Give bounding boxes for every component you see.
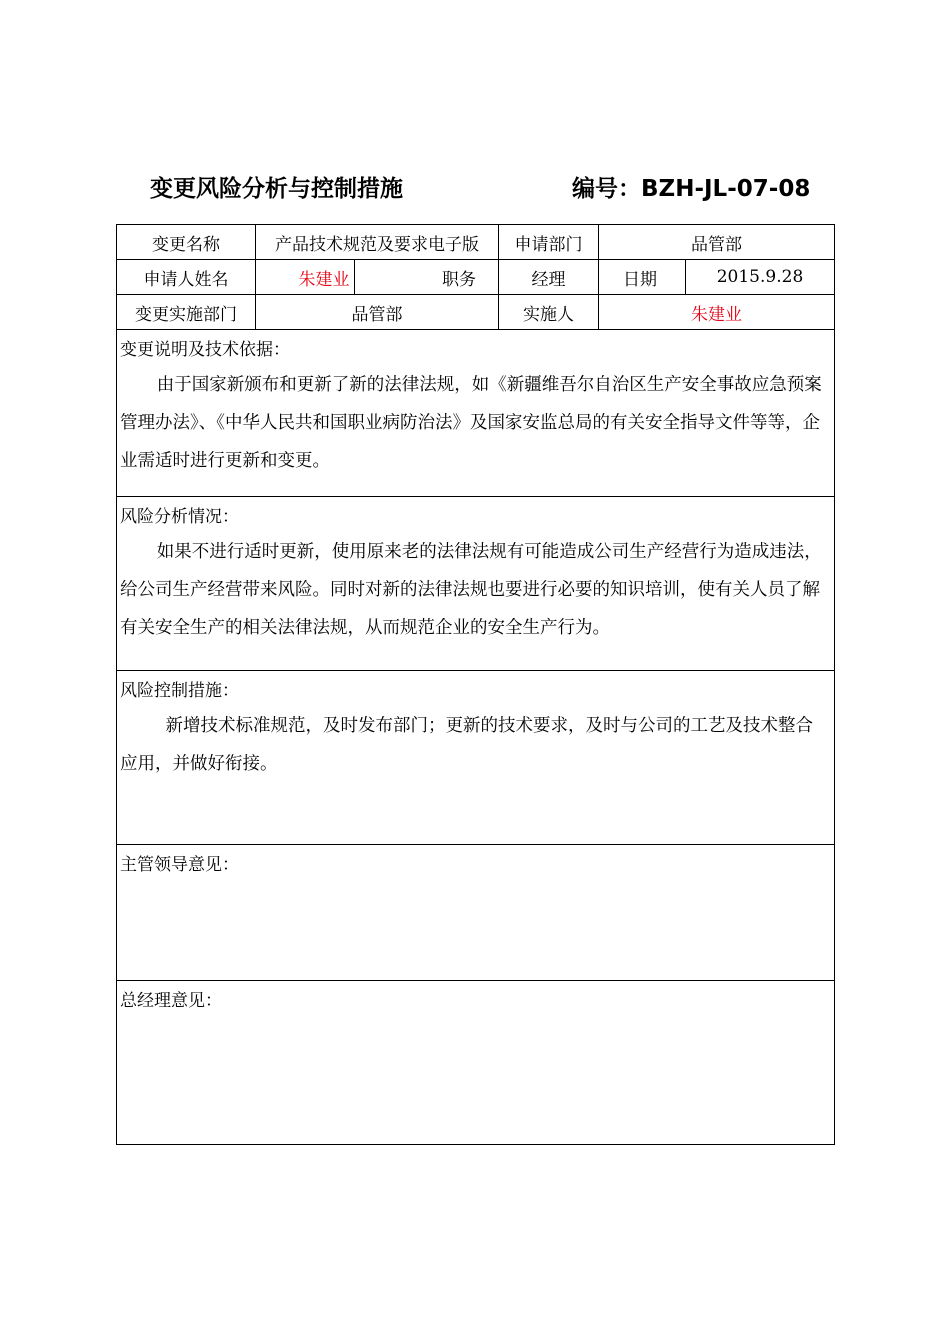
applicant-label: 申请人姓名: [117, 260, 256, 295]
risk-section: [117, 497, 835, 671]
document-title: 变更风险分析与控制措施: [150, 176, 403, 202]
gm-opinion-section: [117, 981, 835, 1145]
change-name-value: 产品技术规范及要求电子版: [256, 225, 499, 260]
risk-text: 如果不进行适时更新，使用原来老的法律法规有可能造成公司生产经营行为造成违法，给公司生产经营带来风险。同时对新的法律法规也要进行必要的知识培训，使有关人员了解有关安全生产的相关法律法规，从而规范企业的安全生产行为。: [120, 542, 822, 638]
row-control: [117, 671, 835, 845]
leader-opinion-label: 主管领导意见：: [120, 855, 239, 875]
impl-dept-label: 变更实施部门: [117, 295, 256, 330]
gm-opinion-label: 总经理意见：: [120, 991, 222, 1011]
implementer-label: 实施人: [499, 295, 599, 330]
row-risk: [117, 497, 835, 671]
position-label: 职务: [355, 260, 499, 295]
basis-text: 由于国家新颁布和更新了新的法律法规，如《新疆维吾尔自治区生产安全事故应急预案管理办法》、《中华人民共和国职业病防治法》及国家安监总局的有关安全指导文件等等，企业需适时进行更新和变更。: [120, 375, 822, 471]
row-applicant: [117, 260, 835, 295]
change-name-label: 变更名称: [117, 225, 256, 260]
applicant-value: 朱建业: [256, 260, 355, 295]
date-label: 日期: [599, 260, 686, 295]
impl-dept-value: 品管部: [256, 295, 499, 330]
row-gm-opinion: [117, 981, 835, 1145]
date-value: 2015.9.28: [686, 260, 835, 295]
control-text: 新增技术标准规范，及时发布部门；更新的技术要求，及时与公司的工艺及技术整合应用，并做好衔接。: [120, 716, 813, 774]
basis-section: [117, 330, 835, 497]
row-change-name: [117, 225, 835, 260]
row-leader-opinion: [117, 845, 835, 981]
change-form-table: [116, 224, 835, 1145]
row-basis: [117, 330, 835, 497]
position-value: 经理: [499, 260, 599, 295]
apply-dept-label: 申请部门: [499, 225, 599, 260]
control-section: [117, 671, 835, 845]
leader-opinion-section: [117, 845, 835, 981]
document-code: 编号：BZH-JL-07-08: [572, 176, 811, 202]
control-label: 风险控制措施：: [120, 681, 239, 701]
risk-label: 风险分析情况：: [120, 507, 239, 527]
implementer-value: 朱建业: [599, 295, 835, 330]
row-implementation: [117, 295, 835, 330]
apply-dept-value: 品管部: [599, 225, 835, 260]
basis-label: 变更说明及技术依据：: [120, 340, 290, 360]
